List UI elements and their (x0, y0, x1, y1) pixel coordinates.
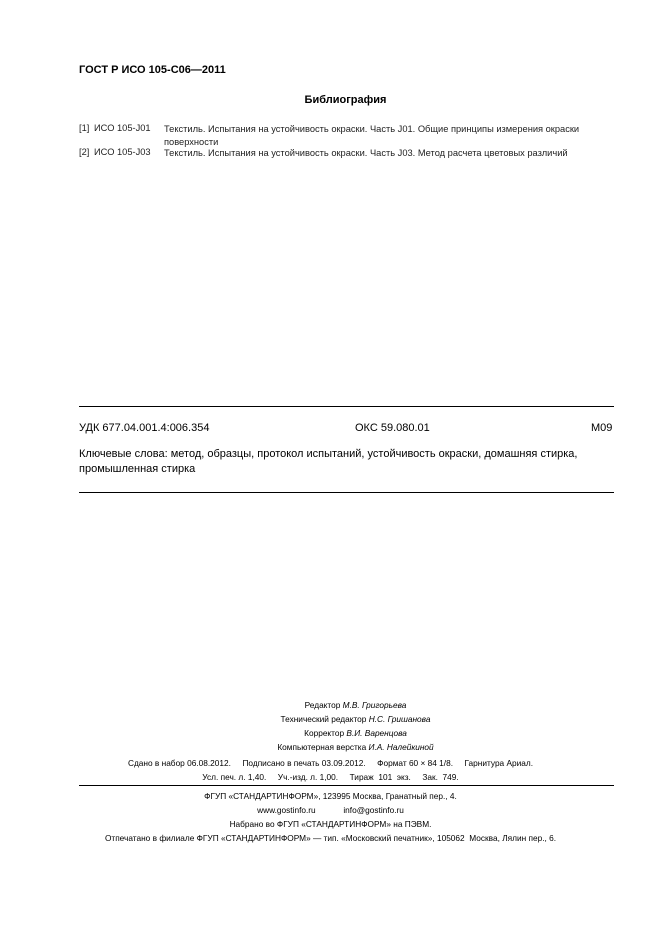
credit-line: Технический редактор Н.С. Гришанова (280, 714, 431, 724)
credit-line: Компьютерная верстка И.А. Налейкиной (277, 742, 434, 752)
print-line: Сдано в набор 06.08.2012. Подписано в печать 03.09.2012. Формат 60 × 84 1/8. Гарнитура Ариал. (127, 758, 534, 768)
credit-line: Корректор В.И. Варенцова (304, 728, 407, 738)
category-code: М09 (591, 422, 613, 434)
publisher-line: www.gostinfo.ru info@gostinfo.ru (257, 805, 404, 815)
publisher-line: Набрано во ФГУП «СТАНДАРТИНФОРМ» на ПЭВМ. (229, 819, 432, 829)
reference-code: ИСО 105-J03 (94, 147, 151, 157)
reference-item (79, 147, 614, 161)
publisher-line: ФГУП «СТАНДАРТИНФОРМ», 123995 Москва, Гранатный пер., 4. (204, 791, 457, 801)
reference-number: [1] (79, 123, 90, 133)
standard-header: ГОСТ Р ИСО 105-С06—2011 (79, 64, 226, 76)
keywords: Ключевые слова: метод, образцы, протокол испытаний, устойчивость окраски, домашняя стирка, промышленная стирка (79, 448, 578, 475)
credits (0, 698, 661, 754)
reference-number: [2] (79, 147, 90, 157)
print-line: Усл. печ. л. 1,40. Уч.-изд. л. 1,00. Тираж 101 экз. Зак. 749. (202, 772, 459, 782)
divider (79, 406, 614, 407)
print-info (0, 756, 661, 784)
divider (79, 785, 614, 786)
udk-code: УДК 677.04.001.4:006.354 (79, 422, 210, 434)
reference-text: Текстиль. Испытания на устойчивость окраски. Часть J03. Метод расчета цветовых различий (164, 148, 568, 158)
reference-text: Текстиль. Испытания на устойчивость окраски. Часть J01. Общие принципы измерения окраски поверхности (164, 124, 580, 147)
publisher-info (0, 789, 661, 845)
divider (79, 492, 614, 493)
publisher-line: Отпечатано в филиале ФГУП «СТАНДАРТИНФОРМ» — тип. «Московский печатник», 105062 Москва, Лялин пер., 6. (104, 833, 557, 843)
credit-line: Редактор М.В. Григорьева (304, 700, 407, 710)
reference-code: ИСО 105-J01 (94, 123, 151, 133)
section-title: Библиография (304, 94, 387, 106)
oks-code: ОКС 59.080.01 (355, 422, 430, 434)
